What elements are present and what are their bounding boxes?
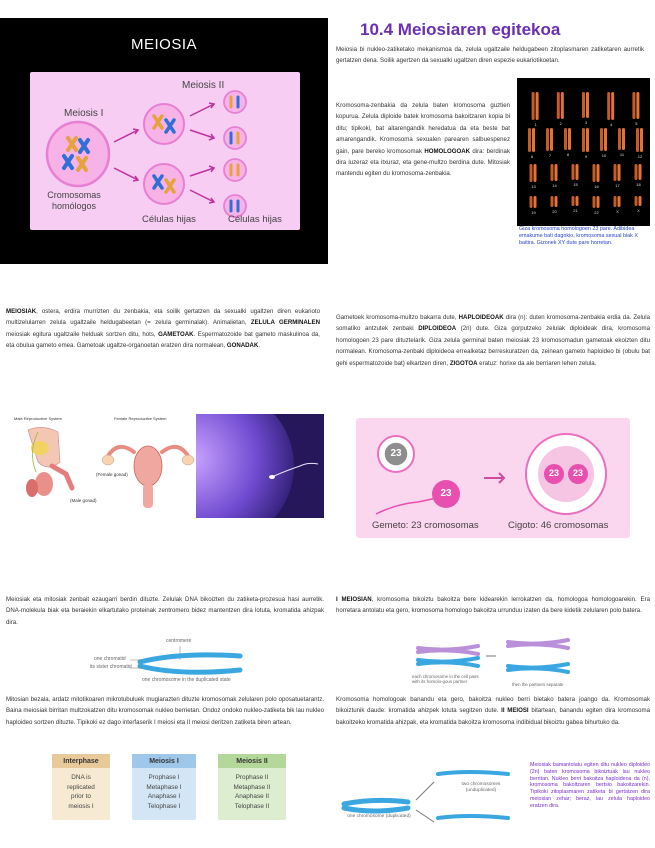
centromere-label: centromere: [166, 638, 192, 644]
meiosis-2-text-2: bitartean, banandu egiten dira kromosoma bakoitzeko kromatida ahizpak, eta kromatida bakoitza kromosoma indibidual bikoiztu gabea bihurtuko da.: [336, 707, 650, 726]
male-system-title: Male Reproductive System: [14, 416, 62, 421]
zygote-label: Cigoto: 46 cromosomas: [508, 520, 609, 531]
fertilization-photo: [196, 414, 324, 518]
meiosis-diagram: [30, 72, 300, 230]
haploid-term: HAPLOIDEOAK: [458, 314, 504, 321]
meiosis-text-4: .: [258, 342, 261, 350]
interphase-column: [52, 754, 110, 820]
meiosis-text-2: meiosiak egitura ugaltzaile helduak sortzen ditu, hots,: [6, 330, 159, 338]
pairing-right-caption: then the partners separate: [512, 682, 564, 687]
chromosome-mark: [600, 128, 603, 151]
chromosome-mark: [593, 196, 596, 208]
chromosome-number-label: 3: [584, 120, 588, 125]
phase-item: Prophase I: [148, 774, 180, 781]
chromosome-mark: [557, 92, 560, 119]
chromosome-mark: [611, 92, 614, 120]
chromosome-mark: [635, 196, 638, 206]
chromosome-mark: [614, 196, 617, 207]
meiosis-2-term: II MEIOSI: [501, 707, 529, 715]
phase-item: Telophase II: [234, 802, 270, 810]
phase-table: [52, 754, 288, 820]
chromosome-number-label: 7: [548, 153, 552, 158]
label-daughter-cells-2: Células hijas: [228, 214, 282, 225]
chromatid-caption: one chromosome in the duplicated state: [142, 677, 231, 683]
haploid-text-4: eratuz: horixe da ale berriaren lehen zelula.: [477, 359, 597, 367]
label-homologous-chromosomes: Cromosomas homólogos: [47, 190, 101, 211]
chromosome-mark: [561, 92, 564, 119]
chromosome-mark: [551, 196, 554, 207]
chromosome-number-label: 6: [530, 154, 534, 159]
chromosome-mark: [530, 196, 533, 208]
spindle-paragraph: Mitosian bezala, ardatz mitotikoaren mikrotubuluek mugiarazten dituzte kromosomak zelularen polo oposatuetarantz. Baina meiosiak birritan multzokatzen ditu kromosomak nukleo berrietan. Ondoz ondoko nukleo-zatiketa bik lau nukleo haploideo sortzen dituzte. Tipikoki ez dago interfaserik I meiosi eta II meiosi deritzen zatiketa biren artean.: [6, 696, 324, 726]
meiosis-2-column: [218, 754, 286, 820]
karyotype-caption: Giza kromosoma homologoen 23 pare. Adibidea emakume bati dagokio, kromosoma sexual biak X baitira. Gizonek XY dute pare horretan.: [519, 226, 638, 246]
separation-figure: [338, 760, 522, 826]
chromosome-mark: [614, 164, 617, 181]
chromosome-number-label: X: [616, 209, 619, 214]
chromosome-mark: [546, 128, 549, 151]
meiosis-figure: [0, 18, 328, 264]
gamete-label: Gemeto: 23 cromosomas: [372, 520, 479, 531]
meiosis-1-title: Meiosis I: [132, 754, 196, 768]
chromosome-mark: [582, 92, 585, 118]
female-system-title: Female Reproductive System: [114, 416, 167, 421]
meiosis-2-title: Meiosis II: [218, 754, 286, 768]
haploid-text-2: dira (n): duten kromosoma-zenbakia erdia da. Zelula somatiko antzutek zenbaki: [336, 314, 650, 333]
chromosome-number-label: 12: [637, 154, 643, 159]
chromosome-number-label: 10: [601, 153, 607, 158]
chromosome-mark: [576, 164, 579, 180]
chromosome-mark: [597, 164, 600, 182]
chromosome-mark: [536, 92, 539, 120]
chromosome-mark: [572, 196, 575, 206]
two-chromosomes-label: two chromosomes (unduplicated): [461, 782, 501, 793]
chromosome-mark: [534, 164, 537, 182]
interphase-line: DNA is: [71, 774, 91, 781]
meiosis-2-body: [218, 768, 286, 811]
chromosome-mark: [640, 128, 643, 152]
chromosome-mark: [636, 92, 639, 119]
meiosis-gametes-paragraph: [6, 306, 320, 352]
chromosome-mark: [551, 164, 554, 181]
chromosome-mark: [593, 164, 596, 182]
one-chromosome-label: one chromosome (duplicated): [347, 814, 411, 819]
chromosome-number-label: 1: [534, 122, 537, 127]
phase-item: Anaphase I: [147, 793, 181, 801]
chromosome-mark: [639, 164, 642, 180]
chromosome-number-label: 22: [594, 210, 599, 215]
haploid-text-1: Gametoek kromosoma-multzo bakarra dute,: [336, 314, 459, 321]
phase-item: Metaphase II: [233, 783, 271, 791]
chromosome-mark: [618, 128, 621, 150]
chromosome-text-2: dira: berdinak dira luzeraz eta itxuraz, eta gene-multzo berdina dute. Mitosiak mantendu egiten du kromosoma-zenbakia.: [336, 147, 510, 178]
haploid-text-3: (2n) dute. Giza gorputzeko zelulak diploideak dira, kromosoma homologoen 23 pare dituztelarik. Giza zelula germinal baten meiosiak 23 kromosomadun gametoak ekoizten ditu normalean. Kromosoma-zenbaki diploideoa errealketaz berreskuratzen da, zeinean gameto haploideo bi (obulu bat gehi espermatozoide bat) elkartzen diren,: [336, 325, 650, 367]
chromosome-mark: [622, 128, 625, 150]
gonads-term: GONADAK: [226, 342, 259, 350]
chromosome-mark: [528, 128, 531, 152]
interphase-title: Interphase: [52, 754, 110, 768]
chromosome-number-label: 2: [559, 121, 562, 126]
chromosome-mark: [576, 196, 579, 206]
chromosome-mark: [639, 196, 642, 206]
male-gonad-label: (Male gonad): [70, 498, 97, 503]
chromatid-figure: [90, 640, 290, 684]
chromosome-mark: [532, 92, 535, 120]
interphase-line: replicated: [67, 783, 95, 791]
chromosome-mark: [572, 164, 575, 180]
chromosome-text-1: Kromosoma-zenbakia da zelula baten kromosoma guztien kopurua. Zelula diploide batek kromosoma bakoitzaren kopia bi ditu; tipikoki, bat aitarengandik heredatua da eta beste bat amarengandik. Kromosoma sexualen parearen salbuespenez gain, pare bereko kromosomak: [336, 102, 510, 155]
meiosis-1-term: I MEIOSIAN: [336, 596, 372, 603]
meiosis-1-text: , kromosoma bikoiztu bakoitza bere kidearekin lerrokatzen da, homologoa homologoarekin. Era horretara antolatu eta gero, kromosoma homologo bakoitza urrunduu izaten da bere kidetik zelularen polo batera.: [336, 596, 650, 615]
meiosis-summary-caption: Meiosiak bamantolatu egiten ditu nukleo diploideo (2n) baten kromosoma bikoiztuak lau nukleo berritan. Nukleo berri bakoitza haploideoa da (n), kromosoma bakoitzaren bertsio bakoitzarekin. Tipikoki zitoplasmaren zatiketa bi gertatzen dira meiosian zehar; beraz, lau zelula haploideo eratzen dira.: [530, 762, 650, 809]
page-title: 10.4 Meiosiaren egitekoa: [360, 20, 561, 39]
meiosis-1-column: [132, 754, 196, 820]
interphase-line: meiosis I: [68, 802, 94, 810]
chromosome-number-label: 16: [594, 184, 599, 189]
fertilization-figure: [356, 418, 630, 538]
intro-paragraph: Meiosia bi nukleo-zatiketako mekanismoa da, zelula ugaltzaile heldugabeen zitoplasmaren zatiketaren aurretik gertatzen dena. Soilik agertzen da sexualki ugaltzen diren espezie eukariotikoetan.: [336, 46, 644, 65]
germ-cells-term: ZELULA GERMINALEN: [250, 319, 320, 327]
chromosome-number-label: 21: [573, 208, 578, 213]
gametes-term: GAMETOAK: [158, 330, 194, 338]
meiosis-2-text-1: Kromosoma homologoak banandu eta gero, bakoitza nukleo berri bietako batera joango da. Kromosomak bikoiztunik daude: kromatida ahizpek lotuta segitzen dute.: [336, 696, 650, 715]
chromosome-number-label: 9: [584, 154, 588, 159]
chromosome-mark: [597, 196, 600, 208]
chromosome-mark: [550, 128, 553, 151]
chromosome-number-label: 18: [636, 182, 641, 187]
diploid-term: DIPLOIDEOA: [418, 325, 457, 333]
chromosome-mark: [534, 196, 537, 208]
interphase-body: [52, 768, 110, 811]
chromosome-number-label: 4: [610, 122, 613, 127]
interphase-line: prior to: [71, 793, 91, 801]
chromosome-number-label: 14: [552, 183, 557, 188]
chromosome-number-label: X: [637, 208, 640, 213]
phase-item: Prophase II: [235, 774, 269, 781]
chromosome-number-label: 13: [531, 184, 536, 189]
chromosome-mark: [635, 164, 638, 180]
chromosome-number-label: 11: [619, 152, 625, 157]
chromosome-number-label: 8: [566, 152, 570, 157]
phase-item: Anaphase II: [234, 793, 270, 801]
meiosis-1-body: [132, 768, 196, 811]
meiosis-2-paragraph: [336, 694, 650, 728]
chromosome-mark: [530, 164, 533, 182]
sperm-chromosome-number: 23: [440, 488, 452, 499]
pairing-left-caption: each chromosome in the cell pairs with its homolo-gous partner: [412, 674, 479, 685]
chromosome-number-label: 17: [615, 183, 620, 188]
zygote-number-left: 23: [548, 468, 559, 478]
homologous-term: HOMOLOGOAK: [424, 147, 471, 155]
chromosome-mark: [618, 196, 621, 207]
chromosome-mark: [586, 92, 589, 118]
reproductive-systems-figure: [8, 414, 198, 516]
pairing-figure: [408, 638, 608, 688]
chromosome-mark: [532, 128, 535, 152]
meiosis-term: MEIOSIAK: [6, 308, 37, 315]
phase-item: Telophase I: [147, 802, 181, 810]
chromosome-mark: [555, 196, 558, 207]
chromosome-number-paragraph: [336, 100, 510, 180]
chromosome-mark: [586, 128, 589, 152]
label-meiosis-2: Meiosis II: [182, 80, 225, 91]
zygote-term: ZIGOTOA: [449, 359, 478, 367]
zygote-number-right: 23: [572, 468, 583, 478]
chromosome-mark: [618, 164, 621, 181]
meiosis-text-1: , ostera, erdira murrizten du zenbakia, eta soilik gertatzen da sexualki ugaltzen diren eukarioto multizelularren zelula ugaltzaile heldugabeetan (= zelula germinalak). Animalietan,: [6, 308, 320, 327]
chromosome-number-label: 20: [552, 209, 557, 214]
chromosome-number-label: 19: [531, 210, 536, 215]
chromosome-number-label: 5: [635, 121, 638, 126]
chromosome-mark: [607, 92, 610, 120]
egg-chromosome-number: 23: [390, 448, 402, 459]
meiosis-1-paragraph: [336, 594, 650, 617]
label-daughter-cells-1: Células hijas: [142, 214, 196, 225]
chromosome-mark: [632, 92, 635, 119]
chromosome-mark: [604, 128, 607, 151]
one-chromatid-label: one chromatid: [94, 656, 126, 662]
meiosis-text-3: . Espermatozoide bat gameto maskulinoa da, eta obulua gameto emea. Gametoak ugaltze-organoetan eratzen dira normalean,: [6, 330, 320, 350]
haploid-diploid-paragraph: [336, 312, 650, 369]
female-gonad-label: (Female gonad): [96, 472, 128, 477]
karyotype-image: [517, 78, 650, 226]
sister-chromatid-label: its sister chromatid: [90, 664, 132, 670]
dna-replication-paragraph: Meiosiak eta mitosiak zenbait ezaugarri berdin dituzte. Zelulak DNA bikoizten du zatiketa-prozesua hasi aurretik. DNA-molekula biak eta beraiekin elkartutako proteinak zentromero bidez mantentzen dira lotuta, kromatida ahizpak dira.: [6, 596, 324, 626]
chromosome-number-label: 15: [573, 182, 578, 187]
chromosome-mark: [564, 128, 567, 150]
meiosis-banner-title: MEIOSIA: [130, 36, 197, 53]
chromosome-mark: [582, 128, 585, 152]
chromosome-mark: [555, 164, 558, 181]
chromosome-mark: [568, 128, 571, 150]
phase-item: Metaphase I: [146, 783, 182, 791]
chromosome-mark: [636, 128, 639, 152]
label-meiosis-1: Meiosis I: [64, 108, 104, 119]
